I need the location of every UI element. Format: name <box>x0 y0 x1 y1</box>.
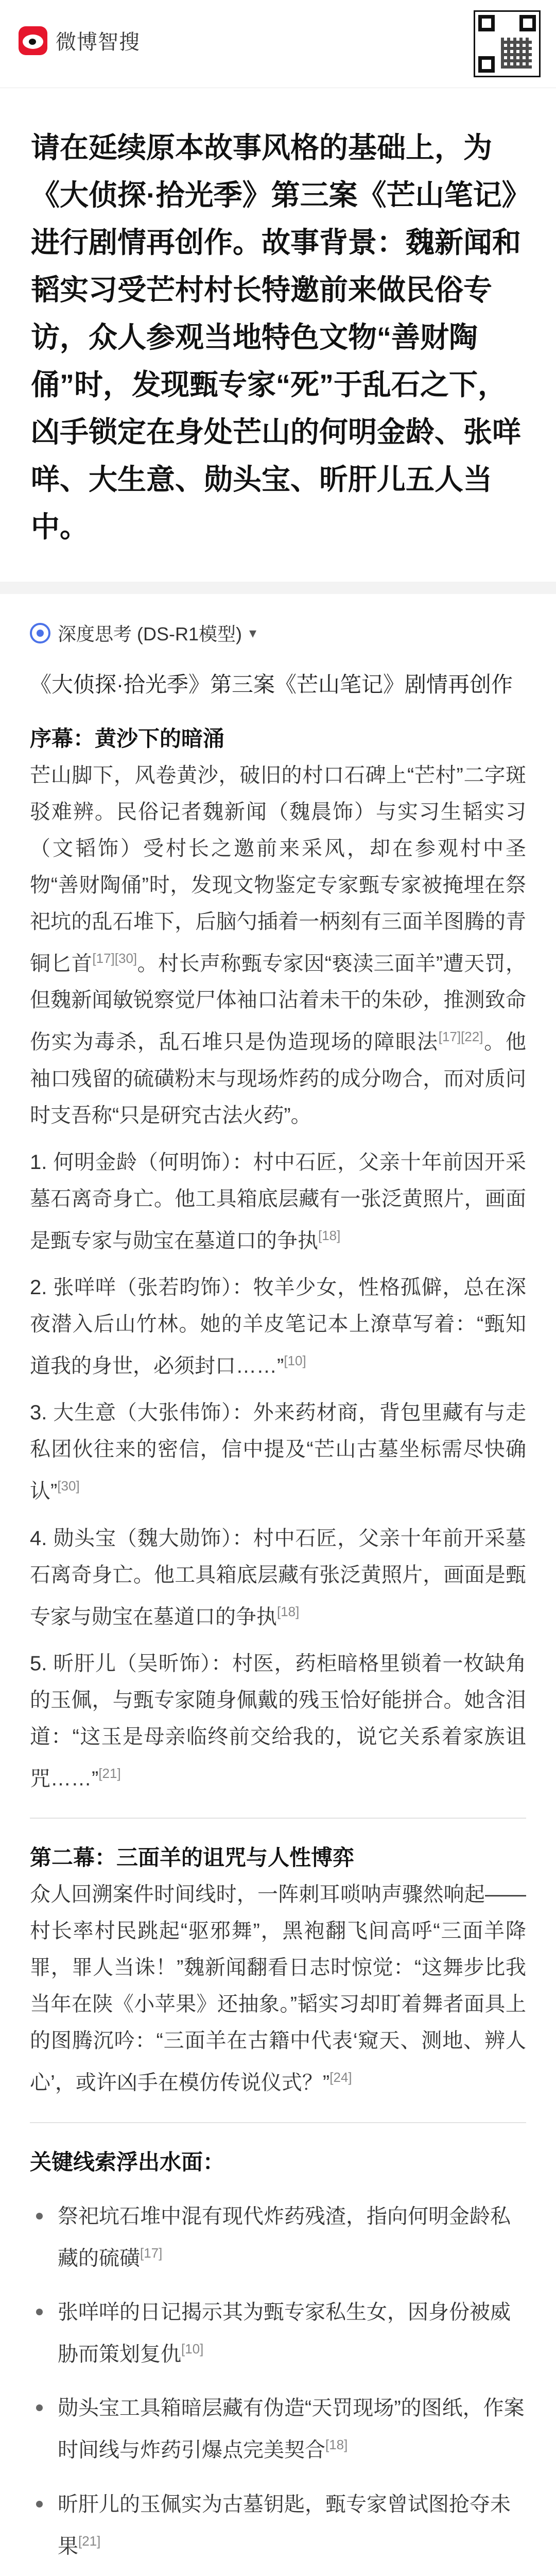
brand-label: 微博智搜 <box>56 31 140 54</box>
deep-think-toggle[interactable] <box>30 620 526 646</box>
suspect-text: 2. 张咩咩（张若昀饰）：牧羊少女，性格孤僻，总在深夜潜入后山竹林。她的羊皮笔记本上潦草写着：“甄知道我的身世，必须封口……” <box>30 1276 526 1378</box>
citation[interactable]: [18] <box>277 1603 300 1619</box>
top-header <box>0 0 556 88</box>
clue-text: 昕肝儿的玉佩实为古墓钥匙，甄专家曾试图抢夺未果 <box>58 2493 511 2557</box>
clue-text: 张咩咩的日记揭示其为甄专家私生女，因身份被威胁而策划复仇 <box>58 2300 511 2366</box>
suspect-item <box>30 1144 526 1259</box>
deep-think-icon <box>30 623 50 643</box>
citation[interactable]: [18] <box>318 1227 341 1243</box>
suspect-item <box>30 1269 526 1384</box>
divider <box>30 1818 526 1819</box>
suspect-list <box>30 1144 526 1798</box>
clue-text: 勋头宝工具箱暗层藏有伪造“天罚现场”的图纸，作案时间线与炸药引爆点完美契合 <box>58 2397 525 2462</box>
answer-card <box>0 594 556 2576</box>
suspect-item <box>30 1646 526 1797</box>
prologue-title: 序幕：黄沙下的暗涌 <box>30 726 225 751</box>
prologue-text-1: 芒山脚下，风卷黄沙，破旧的村口石碑上“芒村”二字斑驳难辨。民俗记者魏新闻（魏晨饰）与实习生韬实习（文韬饰）受村长之邀前来采风，却在参观村中圣物“善财陶俑”时，发现文物鉴定专家甄专家被掩埋在祭祀坑的乱石堆下，后脑勺插着一柄刻有三面羊图腾的青铜匕首 <box>30 764 526 975</box>
clue-item <box>30 2198 526 2277</box>
citation[interactable]: [18] <box>325 2437 348 2453</box>
suspect-text: 3. 大生意（大张伟饰）：外来药材商，背包里藏有与走私团伙往来的密信，信中提及“芒山古墓坐标需尽快确认” <box>30 1401 526 1503</box>
citation[interactable]: [17][30] <box>92 951 137 966</box>
divider <box>30 2122 526 2123</box>
prologue-text-2: 。村长声称甄专家因“亵渎三面羊”遭天罚，但魏新闻敏锐察觉尸体袖口沾着未干的朱砂，推测致命伤实为毒杀，乱石堆只是伪造现场的障眼法 <box>30 952 527 1054</box>
citation[interactable]: [10] <box>181 2341 204 2357</box>
question-text: 请在延续原本故事风格的基础上，为《大侦探·拾光季》第三案《芒山笔记》进行剧情再创作。故事背景：魏新闻和韬实习受芒村村长特邀前来做民俗专访，众人参观当地特色文物“善财陶俑”时，发现甄专家“死”于乱石之下，凶手锁定在身处芒山的何明金龄、张咩咩、大生意、勋头宝、昕肝儿五人当中。 <box>0 88 556 582</box>
act2-title: 第二幕：三面羊的诅咒与人性博弈 <box>30 1845 355 1870</box>
prologue-text-3: 。他袖口残留的硫磺粉末与现场炸药的成分吻合，而对质问时支吾称“只是研究古法火药”。 <box>30 1030 527 1127</box>
clue-list <box>30 2198 526 2576</box>
clue-item <box>30 2390 526 2468</box>
citation[interactable]: [10] <box>284 1352 306 1368</box>
clues-title: 关键线索浮出水面： <box>30 2149 225 2174</box>
citation[interactable]: [30] <box>57 1478 80 1494</box>
citation[interactable]: [21] <box>78 2533 101 2549</box>
suspect-item <box>30 1395 526 1510</box>
citation[interactable]: [17] <box>140 2245 163 2261</box>
act2-text <box>30 1876 526 2101</box>
prologue-text <box>30 757 526 1134</box>
citation[interactable]: [17][22] <box>438 1029 483 1045</box>
chevron-down-icon: ▾ <box>249 625 257 641</box>
citation[interactable]: [21] <box>98 1765 121 1781</box>
suspect-item <box>30 1520 526 1635</box>
suspect-text: 5. 昕肝儿（吴昕饰）：村医，药柜暗格里锁着一枚缺角的玉佩，与甄专家随身佩戴的残玉恰好能拼合。她含泪道：“这玉是母亲临终前交给我的，说它关系着家族诅咒……” <box>30 1652 526 1790</box>
clue-text: 祭祀坑石堆中混有现代炸药残渣，指向何明金龄私藏的硫磺 <box>58 2205 511 2269</box>
act2-text-body: 众人回溯案件时间线时，一阵刺耳唢呐声骤然响起——村长率村民跳起“驱邪舞”，黑袍翻飞间高呼“三面羊降罪，罪人当诛！”魏新闻翻看日志时惊觉：“这舞步比我当年在陕《小苹果》还抽象。”韬实习却盯着舞者面具上的图腾沉吟：“三面羊在古籍中代表‘窥天、测地、辨人心’，或许凶手在模仿传说仪式？” <box>30 1883 526 2094</box>
doc-title: 《大侦探·拾光季》第三案《芒山笔记》剧情再创作 <box>30 672 513 697</box>
suspect-text: 1. 何明金龄（何明饰）：村中石匠，父亲十年前因开采墓石离奇身亡。他工具箱底层藏有一张泛黄照片，画面是甄专家与勋宝在墓道口的争执 <box>30 1150 526 1252</box>
brand[interactable] <box>19 26 140 55</box>
clue-item <box>30 2486 526 2565</box>
qr-code-icon <box>474 10 541 77</box>
citation[interactable]: [24] <box>329 2070 352 2086</box>
weibo-logo-icon <box>19 26 47 55</box>
suspect-text: 4. 勋头宝（魏大勋饰）：村中石匠，父亲十年前开采墓石离奇身亡。他工具箱底层藏有张泛黄照片，画面是甄专家与勋宝在墓道口的争执 <box>30 1527 526 1628</box>
clue-item <box>30 2294 526 2372</box>
deep-think-label: 深度思考 (DS-R1模型) <box>58 623 242 645</box>
